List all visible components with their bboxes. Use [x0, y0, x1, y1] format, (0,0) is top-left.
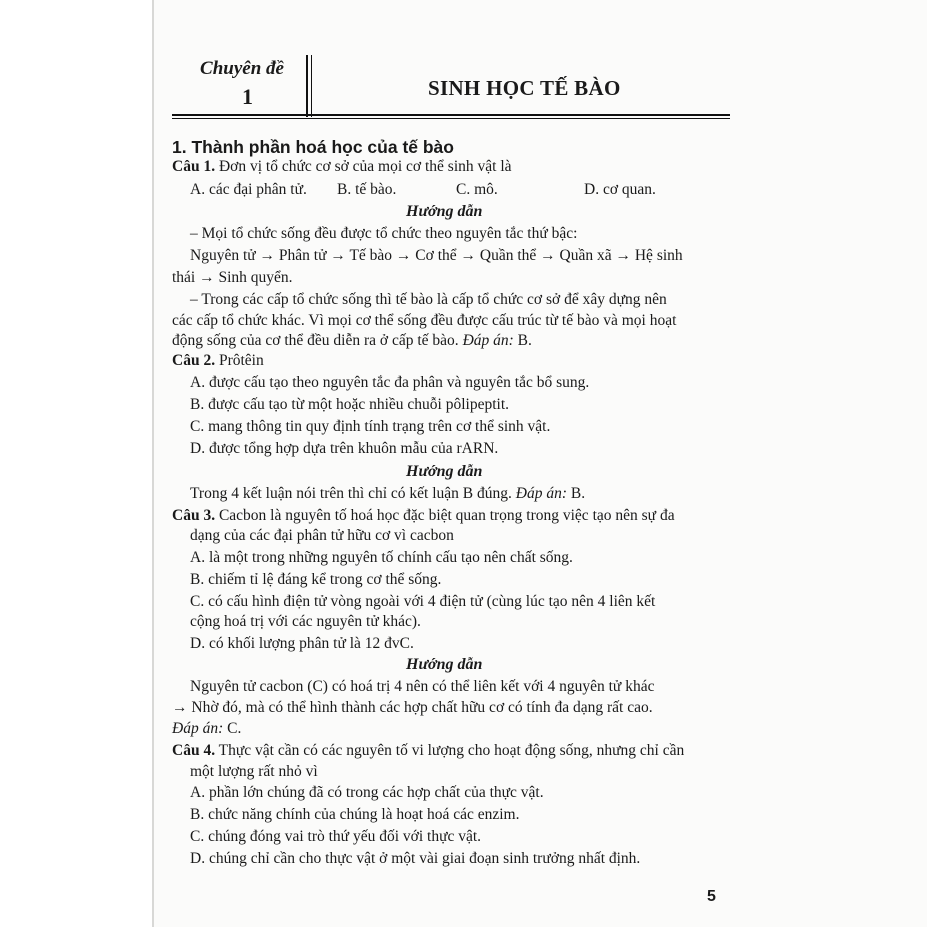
- question-2-guide-text: Trong 4 kết luận nói trên thì chỉ có kết luận B đúng.: [190, 485, 516, 502]
- header-divider-inner: [311, 55, 312, 117]
- question-3-guide-line: Nguyên tử cacbon (C) có hoá trị 4 nên có thể liên kết với 4 nguyên tử khác: [190, 678, 655, 695]
- question-1-text: Đơn vị tổ chức cơ sở của mọi cơ thể sinh vật là: [215, 158, 512, 175]
- question-4: [172, 742, 684, 760]
- question-3-guide-title: Hướng dẫn: [406, 656, 483, 673]
- question-3-answer-value: C.: [223, 720, 242, 737]
- header-rule-inner: [172, 118, 730, 119]
- question-3-text: Cacbon là nguyên tố hoá học đặc biệt quan trọng trong việc tạo nên sự đa: [215, 507, 675, 524]
- chapter-number: 1: [242, 84, 253, 109]
- section-heading: 1. Thành phần hoá học của tế bào: [172, 137, 454, 157]
- question-1-guide-line: thái → Sinh quyển.: [172, 269, 293, 286]
- question-2-answer-label: Đáp án:: [515, 485, 567, 502]
- question-1-label: Câu 1.: [172, 158, 216, 175]
- question-1-guide-text: động sống của cơ thể đều diễn ra ở cấp tế bào.: [172, 332, 463, 349]
- question-4-text-cont: một lượng rất nhỏ vì: [190, 763, 318, 780]
- question-1-guide-line-last: [172, 332, 532, 350]
- question-3-option-c: C. có cấu hình điện tử vòng ngoài với 4 điện tử (cùng lúc tạo nên 4 liên kết: [190, 593, 656, 610]
- question-4-option-c: C. chúng đóng vai trò thứ yếu đối với thực vật.: [190, 828, 482, 845]
- header-divider: [306, 55, 308, 117]
- question-3-text-cont: dạng của các đại phân tử hữu cơ vì cacbon: [190, 527, 454, 544]
- question-4-label: Câu 4.: [172, 742, 216, 759]
- question-4-option-a: A. phần lớn chúng đã có trong các hợp chất của thực vật.: [190, 784, 544, 801]
- question-2-guide-title: Hướng dẫn: [406, 463, 483, 480]
- chapter-label: Chuyên đề: [200, 58, 284, 79]
- question-4-option-d: D. chúng chỉ cần cho thực vật ở một vài giai đoạn sinh trưởng nhất định.: [190, 850, 641, 867]
- question-2-option-c: C. mang thông tin quy định tính trạng trên cơ thể sinh vật.: [190, 418, 551, 435]
- question-2: [172, 352, 264, 370]
- question-1-guide-title: Hướng dẫn: [406, 203, 483, 220]
- question-3-answer-line: [172, 720, 241, 738]
- question-2-option-b: B. được cấu tạo từ một hoặc nhiều chuỗi pôlipeptit.: [190, 396, 509, 413]
- question-1-option-d: D. cơ quan.: [584, 181, 656, 198]
- question-4-option-b: B. chức năng chính của chúng là hoạt hoá các enzim.: [190, 806, 520, 823]
- question-3: [172, 507, 675, 525]
- question-1-guide-line: các cấp tổ chức khác. Vì mọi cơ thể sống đều được cấu trúc từ tế bào và mọi hoạt: [172, 312, 677, 329]
- header-rule: [172, 114, 730, 116]
- question-3-option-d: D. có khối lượng phân tử là 12 đvC.: [190, 635, 414, 652]
- question-2-option-a: A. được cấu tạo theo nguyên tắc đa phân và nguyên tắc bổ sung.: [190, 374, 590, 391]
- question-3-option-c-cont: cộng hoá trị với các nguyên tử khác).: [190, 613, 421, 630]
- question-1-answer-value: B.: [513, 332, 532, 349]
- question-1-guide-line: – Trong các cấp tổ chức sống thì tế bào là cấp tổ chức cơ sở để xây dựng nên: [190, 291, 667, 308]
- question-1-guide-line: Nguyên tử → Phân tử → Tế bào → Cơ thể → Quần thể → Quần xã → Hệ sinh: [190, 247, 683, 264]
- question-1-guide-line: – Mọi tổ chức sống đều được tổ chức theo nguyên tắc thứ bậc:: [190, 225, 578, 242]
- question-3-option-b: B. chiếm tỉ lệ đáng kể trong cơ thể sống.: [190, 571, 442, 588]
- question-2-option-d: D. được tổng hợp dựa trên khuôn mẫu của rARN.: [190, 440, 499, 457]
- question-3-answer-label: Đáp án:: [172, 720, 224, 737]
- chapter-box: [180, 52, 304, 110]
- question-3-guide-line: → Nhờ đó, mà có thể hình thành các hợp chất hữu cơ có tính đa dạng rất cao.: [172, 699, 653, 716]
- page-edge: [152, 0, 154, 927]
- question-2-answer-value: B.: [566, 485, 586, 502]
- question-1-option-b: B. tế bào.: [337, 181, 397, 198]
- question-1-option-c: C. mô.: [456, 181, 498, 198]
- question-3-label: Câu 3.: [172, 507, 216, 524]
- question-2-text: Prôtêin: [215, 352, 264, 369]
- chapter-title: SINH HỌC TẾ BÀO: [428, 76, 621, 100]
- question-1: [172, 158, 512, 176]
- question-1-answer-label: Đáp án:: [462, 332, 514, 349]
- question-2-label: Câu 2.: [172, 352, 216, 369]
- question-3-option-a: A. là một trong những nguyên tố chính cấu tạo nên chất sống.: [190, 549, 573, 566]
- question-4-text: Thực vật cần có các nguyên tố vi lượng cho hoạt động sống, nhưng chỉ cần: [215, 742, 685, 759]
- question-2-guide-line: [190, 485, 585, 503]
- page-number: 5: [707, 888, 716, 905]
- question-1-option-a: A. các đại phân tử.: [190, 181, 307, 198]
